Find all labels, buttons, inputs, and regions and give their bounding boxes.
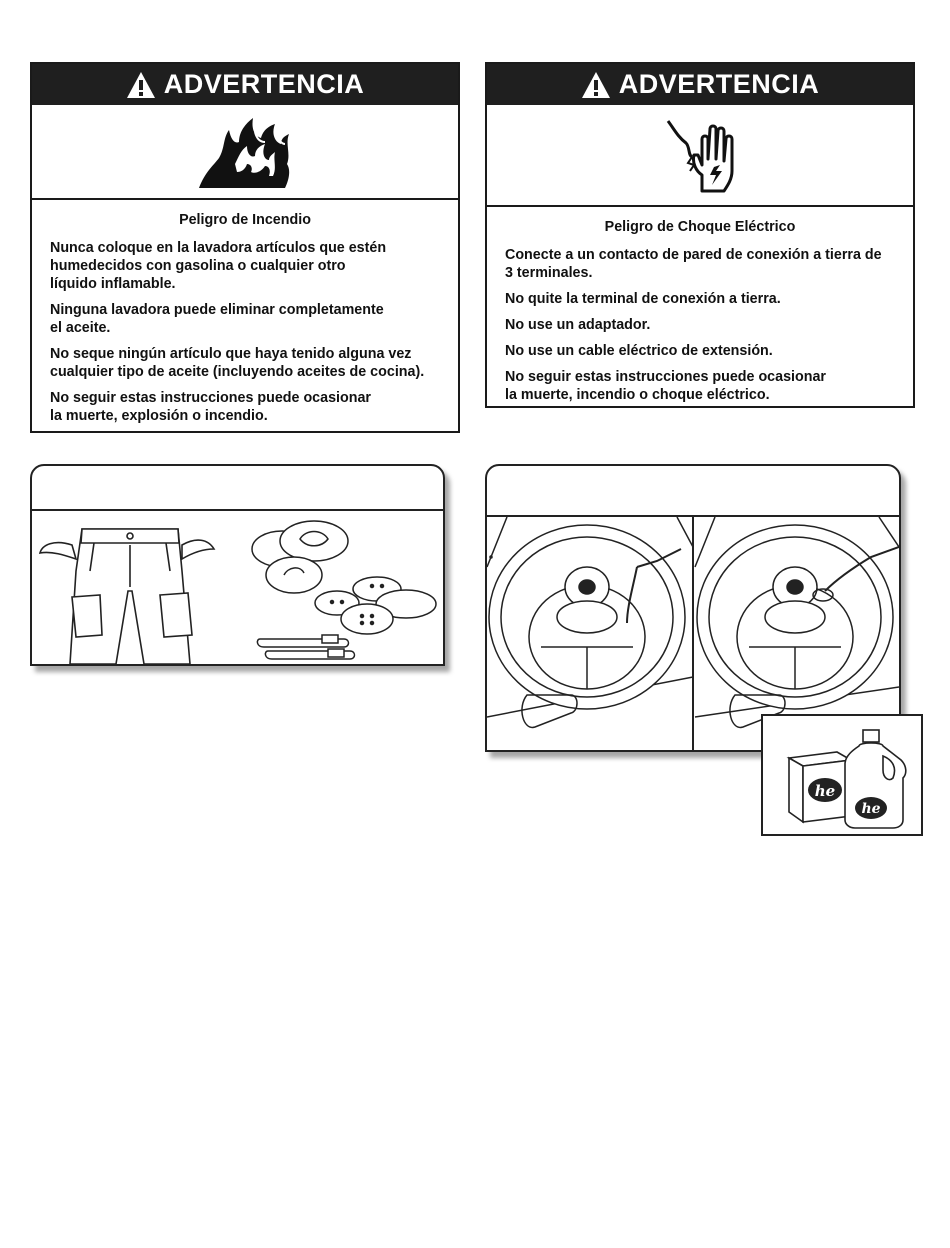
- shock-warning-paragraph: No quite la terminal de conexión a tierra.: [505, 291, 781, 307]
- warning-triangle-icon: [126, 71, 156, 99]
- add-detergent-illustration: [485, 464, 901, 752]
- fire-warning-subtitle: Peligro de Incendio: [179, 212, 311, 228]
- detergent-bottle-logo: he: [861, 801, 881, 817]
- shock-symbol-area: [487, 105, 913, 207]
- washer-tub-icon: [487, 517, 693, 727]
- warning-triangle-icon: [581, 71, 611, 99]
- shock-warning-box: [485, 62, 915, 408]
- fire-warning-paragraph: No seguir estas instrucciones puede ocasionar la muerte, explosión o incendio.: [50, 390, 371, 424]
- shock-warning-text: [487, 207, 913, 418]
- shock-warning-paragraph: No use un adaptador.: [505, 317, 651, 333]
- fire-warning-box: [30, 62, 460, 433]
- illustration-header-bar: [32, 466, 443, 511]
- fire-warning-text: [32, 200, 458, 439]
- pants-pockets-icon: [40, 529, 214, 664]
- fire-symbol-area: [32, 105, 458, 200]
- fire-icon: [195, 114, 295, 190]
- washer-tub-icon: [695, 517, 899, 727]
- detergent-inset: [761, 714, 923, 836]
- fire-warning-title: ADVERTENCIA: [163, 69, 365, 99]
- buttons-icon: [315, 577, 436, 634]
- detergent-box-logo: he: [814, 782, 836, 800]
- shock-warning-subtitle: Peligro de Choque Eléctrico: [604, 219, 796, 235]
- he-detergent-icon: [763, 716, 921, 834]
- shock-warning-paragraph: Conecte a un contacto de pared de conexión a tierra de 3 terminales.: [505, 247, 882, 281]
- fire-warning-paragraph: Ninguna lavadora puede eliminar completamente el aceite.: [50, 302, 384, 336]
- safety-pins-icon: [257, 635, 354, 659]
- electric-shock-icon: [660, 115, 740, 195]
- shock-warning-paragraph: No seguir estas instrucciones puede ocasionar la muerte, incendio o choque eléctrico.: [505, 369, 826, 403]
- shock-warning-paragraph: No use un cable eléctrico de extensión.: [505, 343, 773, 359]
- empty-pockets-illustration: [30, 464, 445, 666]
- coins-icon: [252, 521, 348, 593]
- shock-warning-header: [487, 64, 913, 105]
- illustration-header-bar: [487, 466, 899, 517]
- fire-warning-header: [32, 64, 458, 105]
- shock-warning-title: ADVERTENCIA: [618, 69, 820, 99]
- fire-warning-paragraph: No seque ningún artículo que haya tenido alguna vez cualquier tipo de aceite (incluyendo aceites de cocina).: [50, 346, 425, 380]
- fire-warning-paragraph: Nunca coloque en la lavadora artículos que estén humedecidos con gasolina o cualquier otro líquido inflamable.: [50, 240, 387, 292]
